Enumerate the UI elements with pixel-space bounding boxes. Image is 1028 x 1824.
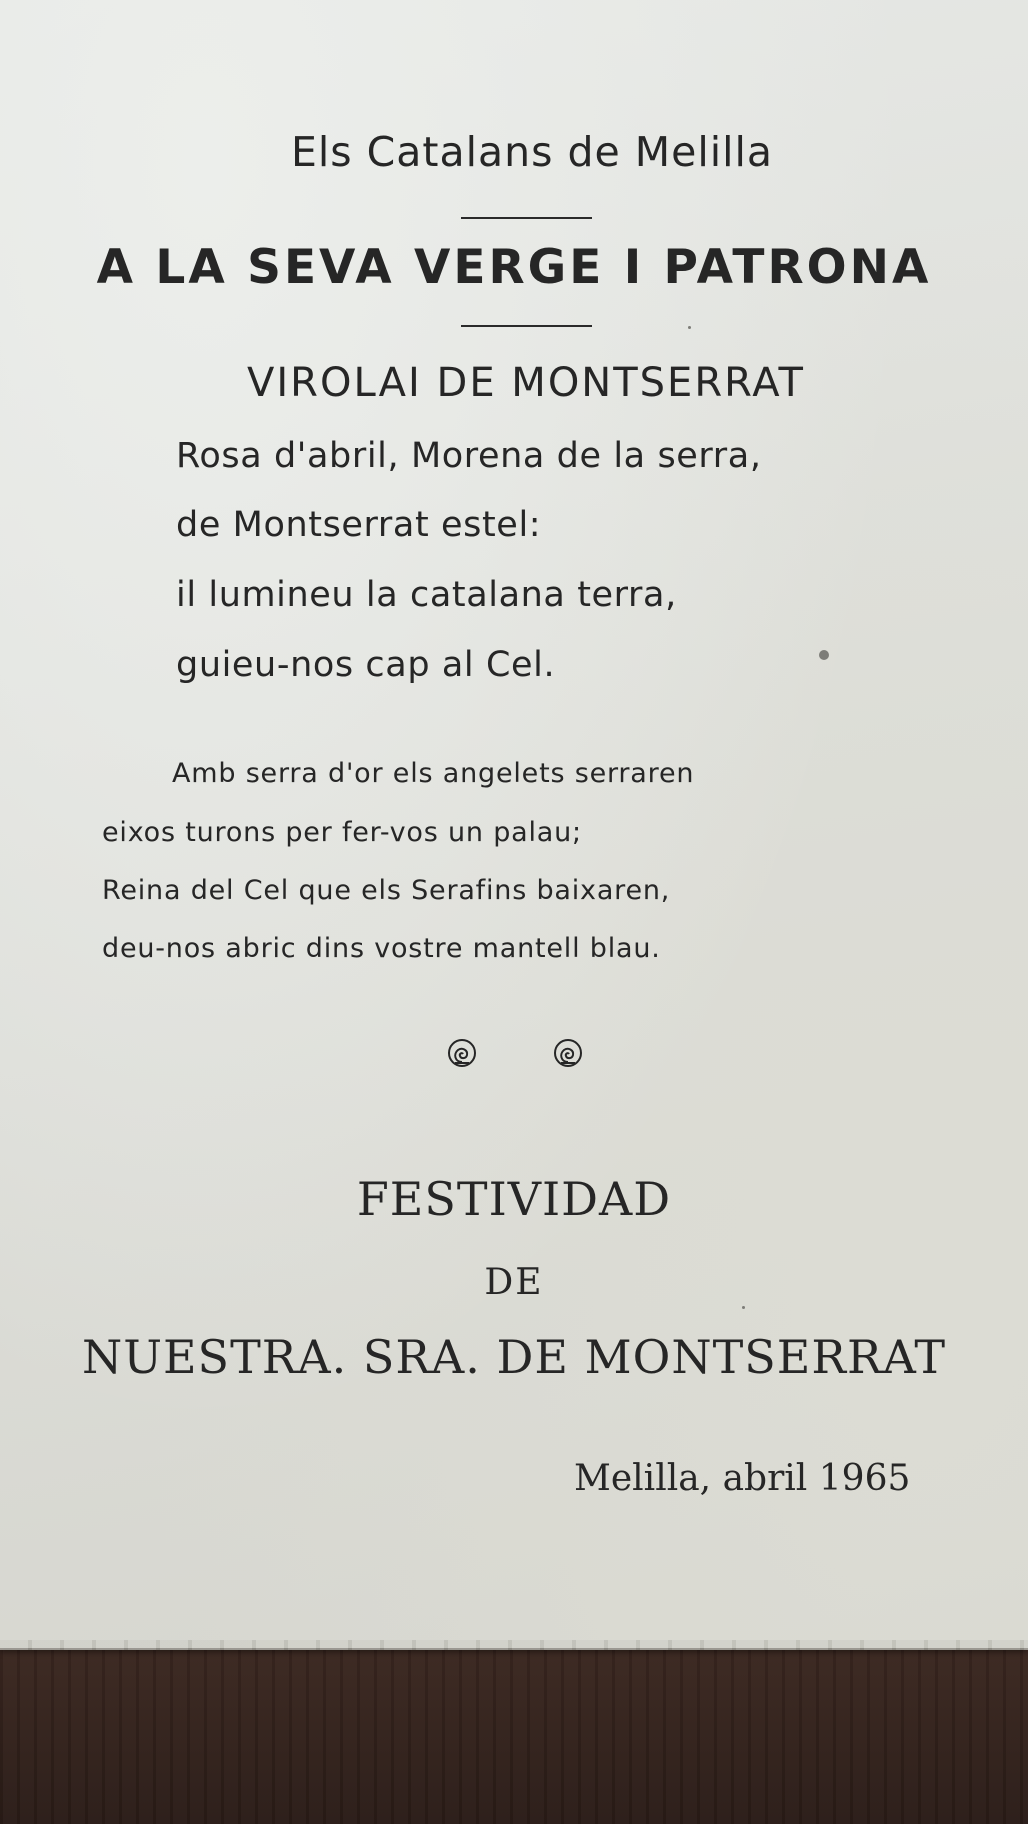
divider-rule xyxy=(461,217,592,219)
header-line: Els Catalans de Melilla xyxy=(290,128,774,176)
festividad-heading: FESTIVIDAD xyxy=(356,1172,672,1226)
song-title: VIROLAI DE MONTSERRAT xyxy=(247,360,805,406)
divider-rule xyxy=(461,325,592,327)
verse-line: il lumineu la catalana terra, xyxy=(176,575,677,615)
verse-line: de Montserrat estel: xyxy=(176,505,542,545)
paper-speck xyxy=(688,326,691,329)
wooden-table xyxy=(0,1650,1028,1824)
festividad-de: DE xyxy=(484,1262,544,1303)
spiral-shell-icon xyxy=(447,1038,477,1068)
verse-line: guieu-nos cap al Cel. xyxy=(176,645,556,685)
paper-speck xyxy=(742,1306,745,1309)
verse-line: Rosa d'abril, Morena de la serra, xyxy=(176,436,762,476)
dedication-title: A LA SEVA VERGE I PATRONA xyxy=(96,240,932,295)
feast-name: NUESTRA. SRA. DE MONTSERRAT xyxy=(81,1330,947,1384)
card-bottom-edge xyxy=(0,1640,1028,1650)
paper-speck xyxy=(819,650,829,660)
stanza-line: eixos turons per fer-vos un palau; xyxy=(102,817,582,848)
stanza-line: deu-nos abric dins vostre mantell blau. xyxy=(102,933,661,964)
stanza-line: Reina del Cel que els Serafins baixaren, xyxy=(102,875,671,906)
spiral-shell-icon xyxy=(553,1038,583,1068)
stanza-line: Amb serra d'or els angelets serraren xyxy=(172,758,695,789)
place-date: Melilla, abril 1965 xyxy=(574,1458,911,1499)
